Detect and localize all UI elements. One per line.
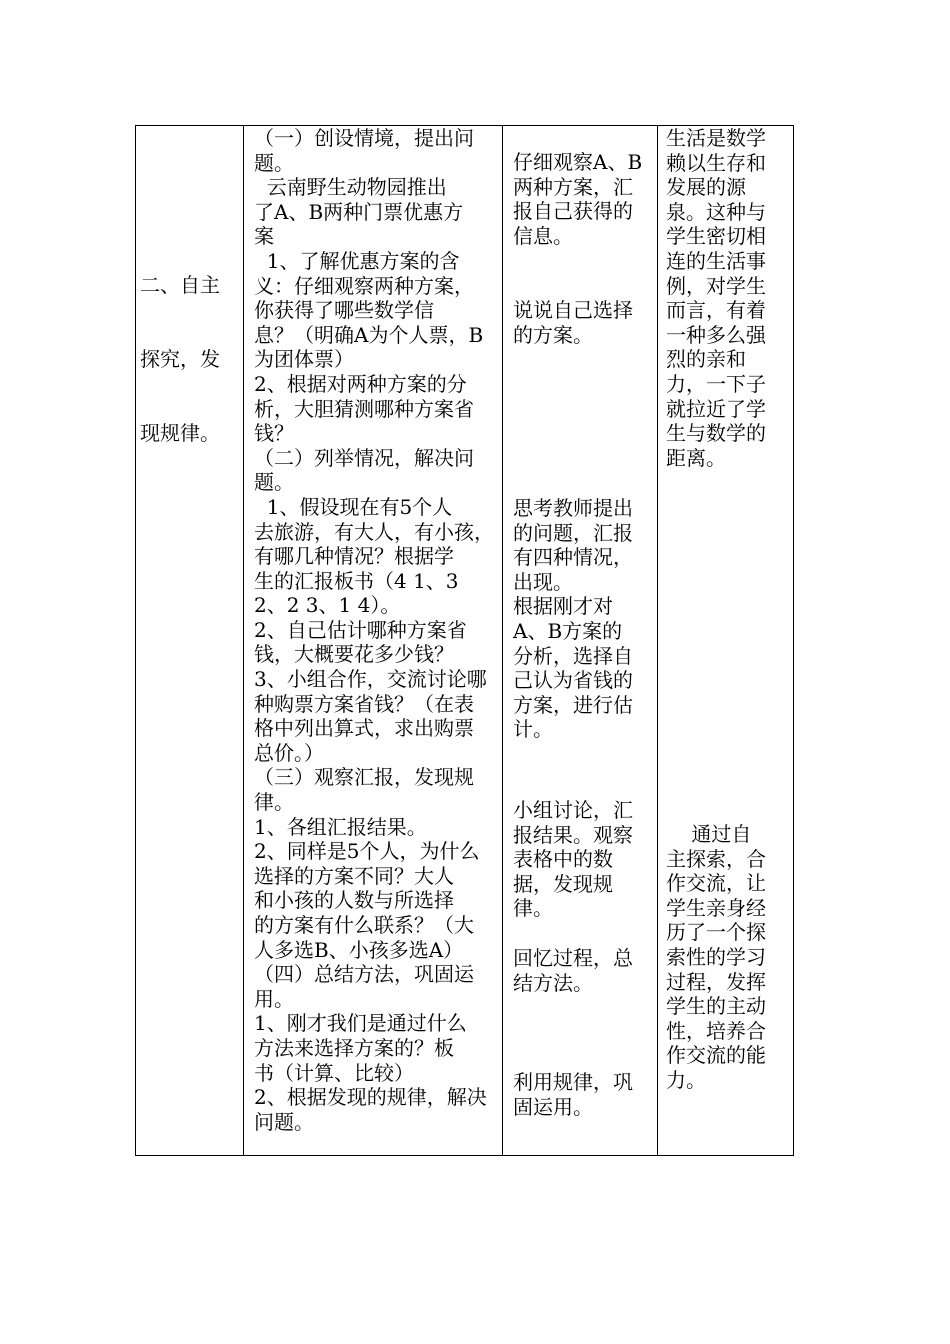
text-line: 1、假设现在有5个人 <box>254 494 453 519</box>
text-line: 有哪几种情况？根据学 <box>254 544 454 569</box>
text-line: 题。 <box>254 150 294 175</box>
text-line: 2、根据发现的规律，解决 <box>254 1085 487 1110</box>
text-line: A、B方案的 <box>513 618 623 643</box>
text-line: 一种多么强 <box>666 322 766 347</box>
text-line: 通过自 <box>666 822 752 846</box>
teacher-activities-cell <box>244 126 502 1155</box>
text-line: 报自己获得的 <box>513 199 633 224</box>
text-line: 仔细观察A、B <box>513 150 643 174</box>
text-line: 生的汇报板书（4 1、3 <box>254 568 459 593</box>
text-line: 2、自己估计哪种方案省 <box>254 617 467 642</box>
text-line: （二）列举情况，解决问 <box>254 445 474 470</box>
text-line: 力，一下子 <box>666 371 766 396</box>
student-activity-block <box>513 150 642 248</box>
text-line: 息？（明确A为个人票，B <box>254 322 484 347</box>
text-line: 分析，选择自 <box>513 643 633 668</box>
text-line: 了A、B两种门票优惠方 <box>254 199 464 224</box>
text-line: 和小孩的人数与所选择 <box>254 888 454 913</box>
text-line: （三）观察汇报，发现规 <box>254 765 474 790</box>
text-line: 1、了解优惠方案的含 <box>254 248 460 273</box>
text-line: 钱，大概要花多少钱？ <box>254 642 454 667</box>
text-line: 义：仔细观察两种方案， <box>254 273 474 298</box>
text-line: 1、刚才我们是通过什么 <box>254 1011 467 1036</box>
text-line: 案 <box>254 224 274 249</box>
text-line: 学生密切相 <box>666 224 766 249</box>
design-intent-block <box>666 126 766 470</box>
text-line: 赖以生存和 <box>666 150 766 175</box>
text-line: 题。 <box>254 470 294 495</box>
text-line: 固运用。 <box>513 1094 593 1119</box>
text-line: 析，大胆猜测哪种方案省 <box>254 396 474 421</box>
text-line: 选择的方案不同？大人 <box>254 863 454 888</box>
text-line: 学生的主动 <box>666 994 766 1019</box>
text-line: 1、各组汇报结果。 <box>254 814 427 839</box>
student-activity-block <box>513 798 633 921</box>
design-intent-cell <box>658 126 794 1155</box>
text-line: 利用规律，巩 <box>513 1070 633 1094</box>
student-activity-block <box>513 496 633 742</box>
text-line: （四）总结方法，巩固运 <box>254 962 474 987</box>
text-line: 学生亲身经 <box>666 895 766 920</box>
text-line: 生活是数学 <box>666 126 766 150</box>
text-line: 去旅游，有大人，有小孩， <box>254 519 494 544</box>
text-line: 性，培养合 <box>666 1018 766 1043</box>
text-line: 现规律。 <box>140 420 220 445</box>
section-title <box>140 224 220 495</box>
text-line: 人多选B、小孩多选A） <box>254 937 464 962</box>
student-activity-block <box>513 298 633 347</box>
text-line: 探究，发 <box>140 346 220 371</box>
text-line: 作交流的能 <box>666 1043 766 1068</box>
text-line: 索性的学习 <box>666 944 766 969</box>
text-line: 云南野生动物园推出 <box>254 175 447 200</box>
text-line: 己认为省钱的 <box>513 668 633 693</box>
student-activities-cell <box>503 126 657 1155</box>
student-activity-block <box>513 1070 633 1119</box>
text-line: 泉。这种与 <box>666 199 766 224</box>
text-line: 2、根据对两种方案的分 <box>254 371 467 396</box>
text-line: 总价。） <box>254 740 324 765</box>
text-line: （一）创设情境，提出问 <box>254 126 474 150</box>
text-line: 书（计算、比较） <box>254 1060 414 1085</box>
text-line: 的问题，汇报 <box>513 520 633 545</box>
text-line: 而言，有着 <box>666 298 766 323</box>
text-line: 用。 <box>254 986 294 1011</box>
text-line: 的方案有什么联系？（大 <box>254 913 474 937</box>
text-line: 过程，发挥 <box>666 969 766 994</box>
text-line: 有四种情况， <box>513 545 633 570</box>
section-cell <box>136 126 243 1155</box>
text-line: 问题。 <box>254 1109 314 1134</box>
text-line: 力。 <box>666 1067 706 1092</box>
text-line: 烈的亲和 <box>666 347 746 372</box>
text-line: 生与数学的 <box>666 421 766 446</box>
design-intent-block <box>666 822 766 1093</box>
text-line: 历了一个探 <box>666 920 766 945</box>
text-line: 连的生活事 <box>666 248 766 273</box>
text-line: 种购票方案省钱？（在表 <box>254 691 474 716</box>
text-line: 就拉近了学 <box>666 396 766 421</box>
text-line: 2、2 3、1 4）。 <box>254 593 401 618</box>
text-line: 表格中的数 <box>513 847 613 872</box>
text-line: 小组讨论，汇 <box>513 798 633 822</box>
text-line: 你获得了哪些数学信 <box>254 298 434 323</box>
text-line: 报结果。观察 <box>513 822 633 847</box>
text-line: 2、同样是5个人，为什么 <box>254 839 480 864</box>
text-line: 二、自主 <box>140 273 220 298</box>
text-line: 说说自己选择 <box>513 298 633 322</box>
text-line: 格中列出算式，求出购票 <box>254 716 474 741</box>
student-activity-block <box>513 946 633 995</box>
teacher-activities-text <box>254 126 494 1134</box>
text-line: 思考教师提出 <box>513 496 633 520</box>
text-line: 出现。 <box>513 569 573 594</box>
text-line: 为团体票） <box>254 347 354 372</box>
text-line: 方案，进行估 <box>513 692 633 717</box>
text-line: 的方案。 <box>513 322 593 347</box>
text-line: 钱？ <box>254 421 294 446</box>
text-line: 计。 <box>513 717 553 742</box>
text-line: 结方法。 <box>513 970 593 995</box>
text-line: 作交流，让 <box>666 871 766 896</box>
text-line: 律。 <box>254 790 294 815</box>
text-line: 两种方案，汇 <box>513 174 633 199</box>
text-line: 主探索，合 <box>666 846 766 871</box>
text-line: 律。 <box>513 896 553 921</box>
lesson-plan-table <box>135 125 794 1156</box>
text-line: 发展的源 <box>666 175 746 200</box>
text-line: 据，发现规 <box>513 871 613 896</box>
text-line: 根据刚才对 <box>513 594 613 619</box>
text-line: 3、小组合作，交流讨论哪 <box>254 667 487 692</box>
text-line: 信息。 <box>513 223 573 248</box>
text-line: 方法来选择方案的？板 <box>254 1035 454 1060</box>
text-line: 距离。 <box>666 445 726 470</box>
text-line: 例，对学生 <box>666 273 766 298</box>
text-line: 回忆过程，总 <box>513 946 633 970</box>
